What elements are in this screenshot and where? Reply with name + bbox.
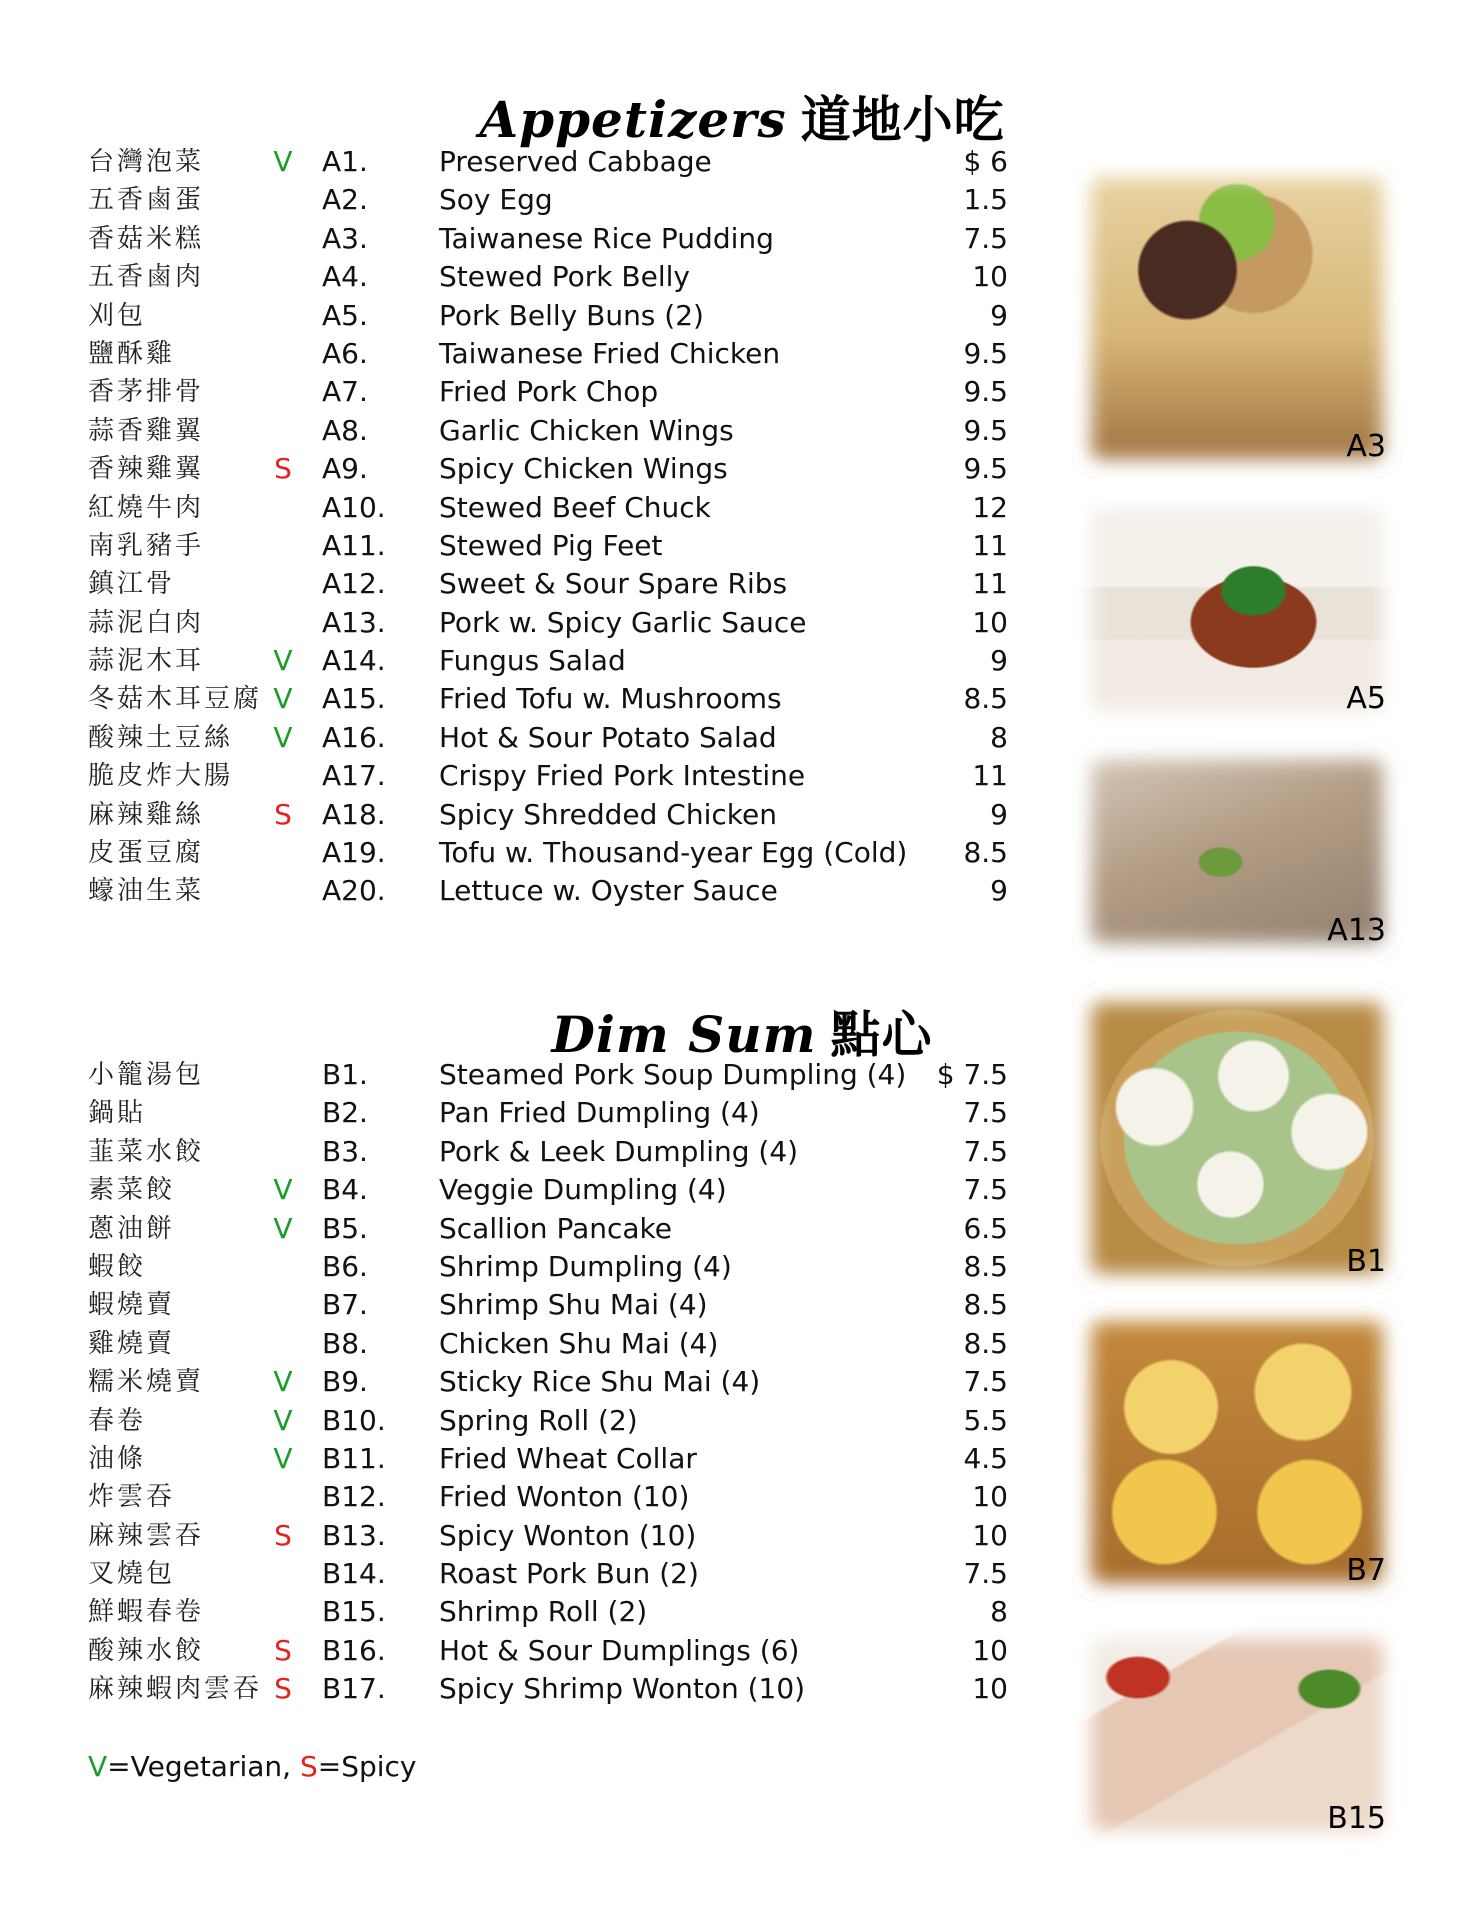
menu-item-name: Shrimp Roll (2) bbox=[439, 1595, 648, 1629]
menu-item bbox=[88, 373, 1018, 411]
menu-item-name: Fungus Salad bbox=[439, 644, 626, 678]
photo-b15 bbox=[1072, 1620, 1402, 1850]
menu-item-name: Veggie Dumpling (4) bbox=[439, 1173, 727, 1207]
menu-item-name: Shrimp Dumpling (4) bbox=[439, 1249, 732, 1283]
menu-item-zh: 蒜泥白肉 bbox=[88, 607, 205, 638]
menu-item-code: A20. bbox=[322, 874, 386, 908]
menu-item-name: Lettuce w. Oyster Sauce bbox=[439, 874, 778, 908]
legend-s-text: =Spicy bbox=[317, 1750, 417, 1783]
menu-item-zh: 五香鹵蛋 bbox=[88, 185, 205, 216]
menu-item-price: 8 bbox=[990, 720, 1008, 754]
menu-item-zh: 五香鹵肉 bbox=[88, 262, 205, 293]
menu-item-name: Stewed Pork Belly bbox=[439, 260, 690, 294]
menu-item-zh: 冬菇木耳豆腐 bbox=[88, 684, 263, 715]
menu-item bbox=[88, 1593, 1018, 1631]
menu-item-code: B11. bbox=[322, 1441, 386, 1475]
menu-item-tag: V bbox=[273, 1173, 293, 1207]
menu-item-price: 9 bbox=[990, 797, 1008, 831]
menu-item bbox=[88, 1286, 1018, 1324]
menu-item-code: A1. bbox=[322, 145, 368, 178]
menu-item-price: 6.5 bbox=[963, 1211, 1008, 1245]
menu-item-code: A17. bbox=[322, 759, 386, 793]
menu-item bbox=[88, 297, 1018, 335]
menu-item-tag: V bbox=[273, 1403, 293, 1437]
menu-item bbox=[88, 719, 1018, 757]
menu-item bbox=[88, 1094, 1018, 1132]
menu-item bbox=[88, 412, 1018, 450]
menu-item-price: 10 bbox=[972, 1518, 1008, 1552]
menu-item-price: 9 bbox=[990, 874, 1008, 908]
menu-item-price: 11 bbox=[972, 567, 1008, 601]
photo-label: B15 bbox=[1327, 1801, 1386, 1836]
menu-item-zh: 鎮江骨 bbox=[88, 569, 176, 600]
menu-item-name: Crispy Fried Pork Intestine bbox=[439, 759, 806, 793]
menu-item-code: A19. bbox=[322, 836, 386, 870]
menu-item-price: 10 bbox=[972, 260, 1008, 294]
menu-item bbox=[88, 796, 1018, 834]
menu-item-price: 8 bbox=[990, 1595, 1008, 1629]
appetizers-title-zh: 道地小吃 bbox=[800, 90, 1005, 149]
menu-item-code: A2. bbox=[322, 183, 368, 217]
menu-item-price: 4.5 bbox=[963, 1441, 1008, 1475]
appetizers-list bbox=[88, 143, 1018, 911]
menu-item-code: A13. bbox=[322, 605, 386, 639]
menu-item-zh: 南乳豬手 bbox=[88, 530, 205, 561]
menu-item-price: 9 bbox=[990, 298, 1008, 332]
dimsum-list bbox=[88, 1056, 1018, 1709]
menu-item-name: Garlic Chicken Wings bbox=[439, 413, 734, 447]
menu-item-code: B9. bbox=[322, 1365, 368, 1399]
menu-item-code: A4. bbox=[322, 260, 368, 294]
menu-item-tag: V bbox=[273, 720, 293, 754]
menu-item-name: Hot & Sour Potato Salad bbox=[439, 720, 777, 754]
menu-item-price: 8.5 bbox=[963, 1326, 1008, 1360]
menu-item bbox=[88, 220, 1018, 258]
menu-item-tag: S bbox=[274, 797, 292, 831]
menu-item-zh: 糯米燒賣 bbox=[88, 1367, 205, 1398]
menu-item bbox=[88, 1402, 1018, 1440]
menu-item-code: A10. bbox=[322, 490, 386, 524]
menu-item-code: A14. bbox=[322, 644, 386, 678]
menu-item-zh: 鮮蝦春卷 bbox=[88, 1597, 205, 1628]
menu-item-zh: 酸辣水餃 bbox=[88, 1635, 205, 1666]
photo-a13 bbox=[1072, 740, 1402, 962]
menu-item-code: A8. bbox=[322, 413, 368, 447]
menu-item bbox=[88, 1210, 1018, 1248]
photo-label: A3 bbox=[1346, 429, 1386, 464]
menu-item-name: Spicy Shredded Chicken bbox=[439, 797, 777, 831]
menu-item bbox=[88, 757, 1018, 795]
menu-item-zh: 香辣雞翼 bbox=[88, 454, 205, 485]
menu-item-price: 9.5 bbox=[963, 452, 1008, 486]
menu-item-name: Pan Fried Dumpling (4) bbox=[439, 1096, 760, 1130]
menu-item-price: 1.5 bbox=[963, 183, 1008, 217]
menu-item-zh: 小籠湯包 bbox=[88, 1060, 205, 1090]
menu-item-tag: V bbox=[273, 1211, 293, 1245]
menu-item-zh: 雞燒賣 bbox=[88, 1328, 176, 1359]
menu-item-name: Spicy Chicken Wings bbox=[439, 452, 728, 486]
menu-item-price: 7.5 bbox=[963, 1365, 1008, 1399]
menu-item-tag: S bbox=[274, 1633, 292, 1667]
photo-a3 bbox=[1072, 158, 1402, 478]
menu-item-tag: V bbox=[273, 644, 293, 678]
menu-item-tag: S bbox=[274, 1518, 292, 1552]
photo-label: A13 bbox=[1327, 913, 1386, 948]
menu-item-name: Tofu w. Thousand-year Egg (Cold) bbox=[439, 836, 908, 870]
menu-item-name: Hot & Sour Dumplings (6) bbox=[439, 1633, 800, 1667]
menu-item-code: A18. bbox=[322, 797, 386, 831]
menu-item-price: 10 bbox=[972, 1672, 1008, 1706]
menu-item-price: 8.5 bbox=[963, 682, 1008, 716]
menu-item-price: 10 bbox=[972, 1633, 1008, 1667]
menu-item-name: Fried Pork Chop bbox=[439, 375, 659, 409]
menu-item-code: A6. bbox=[322, 336, 368, 370]
menu-item-price: 9.5 bbox=[963, 336, 1008, 370]
menu-item-tag: S bbox=[274, 1672, 292, 1706]
menu-item-price: 7.5 bbox=[963, 1096, 1008, 1130]
menu-item-name: Soy Egg bbox=[439, 183, 553, 217]
menu-item-name: Pork Belly Buns (2) bbox=[439, 298, 704, 332]
menu-item-code: A15. bbox=[322, 682, 386, 716]
photo-b1 bbox=[1072, 983, 1402, 1293]
menu-item-code: A7. bbox=[322, 375, 368, 409]
menu-item-name: Spicy Shrimp Wonton (10) bbox=[439, 1672, 806, 1706]
menu-item-tag: V bbox=[273, 682, 293, 716]
photo-a5 bbox=[1072, 490, 1402, 730]
menu-item-zh: 春卷 bbox=[88, 1405, 147, 1436]
menu-item-code: B10. bbox=[322, 1403, 386, 1437]
menu-item-code: B1. bbox=[322, 1058, 368, 1091]
menu-item bbox=[88, 143, 1018, 181]
menu-item-price: 10 bbox=[972, 1480, 1008, 1514]
menu-item-name: Spring Roll (2) bbox=[439, 1403, 638, 1437]
menu-item-name: Fried Wonton (10) bbox=[439, 1480, 690, 1514]
menu-item bbox=[88, 335, 1018, 373]
menu-item-zh: 鍋貼 bbox=[88, 1098, 147, 1129]
photo-label: B1 bbox=[1346, 1244, 1386, 1279]
menu-item-name: Taiwanese Rice Pudding bbox=[439, 221, 774, 255]
photo-b7 bbox=[1072, 1302, 1402, 1602]
menu-item-zh: 蠔油生菜 bbox=[88, 876, 205, 907]
menu-item bbox=[88, 1517, 1018, 1555]
menu-item-name: Stewed Beef Chuck bbox=[439, 490, 711, 524]
menu-item bbox=[88, 1056, 1018, 1094]
menu-item-price: 9.5 bbox=[963, 413, 1008, 447]
menu-item-zh: 麻辣蝦肉雲吞 bbox=[88, 1674, 263, 1705]
menu-item bbox=[88, 1440, 1018, 1478]
menu-item-price: 12 bbox=[972, 490, 1008, 524]
menu-item-name: Pork w. Spicy Garlic Sauce bbox=[439, 605, 807, 639]
menu-item-code: B7. bbox=[322, 1288, 368, 1322]
menu-item-price: 10 bbox=[972, 605, 1008, 639]
menu-item-name: Sweet & Sour Spare Ribs bbox=[439, 567, 788, 601]
menu-item-code: B4. bbox=[322, 1173, 368, 1207]
menu-item-code: B15. bbox=[322, 1595, 386, 1629]
menu-item-zh: 蝦餃 bbox=[88, 1251, 147, 1282]
menu-item bbox=[88, 834, 1018, 872]
menu-item-zh: 蔥油餅 bbox=[88, 1213, 176, 1244]
menu-item bbox=[88, 1325, 1018, 1363]
menu-item-code: B5. bbox=[322, 1211, 368, 1245]
menu-item-name: Stewed Pig Feet bbox=[439, 528, 663, 562]
menu-item-zh: 蒜香雞翼 bbox=[88, 415, 205, 446]
menu-item-zh: 叉燒包 bbox=[88, 1559, 176, 1590]
menu-item-code: B6. bbox=[322, 1249, 368, 1283]
menu-item-zh: 酸辣土豆絲 bbox=[88, 722, 234, 753]
menu-item-code: A12. bbox=[322, 567, 386, 601]
menu-item-price: 8.5 bbox=[963, 1288, 1008, 1322]
menu-item-zh: 麻辣雞絲 bbox=[88, 799, 205, 830]
menu-item-tag: S bbox=[274, 452, 292, 486]
menu-item-name: Spicy Wonton (10) bbox=[439, 1518, 697, 1552]
menu-item bbox=[88, 1632, 1018, 1670]
menu-item-code: B2. bbox=[322, 1096, 368, 1130]
menu-item-name: Sticky Rice Shu Mai (4) bbox=[439, 1365, 761, 1399]
menu-item-tag: V bbox=[273, 1365, 293, 1399]
dimsum-title-zh: 點心 bbox=[830, 1005, 933, 1064]
menu-item-price: 8.5 bbox=[963, 836, 1008, 870]
menu-item-zh: 韮菜水餃 bbox=[88, 1136, 205, 1167]
menu-item-name: Chicken Shu Mai (4) bbox=[439, 1326, 719, 1360]
menu-item bbox=[88, 527, 1018, 565]
menu-item-zh: 香菇米糕 bbox=[88, 223, 205, 254]
menu-item-name: Roast Pork Bun (2) bbox=[439, 1557, 699, 1591]
menu-item bbox=[88, 1248, 1018, 1286]
menu-item bbox=[88, 642, 1018, 680]
menu-item-price: 11 bbox=[972, 528, 1008, 562]
menu-item bbox=[88, 680, 1018, 718]
menu-item bbox=[88, 1555, 1018, 1593]
menu-item-zh: 麻辣雲吞 bbox=[88, 1520, 205, 1551]
menu-item-name: Fried Wheat Collar bbox=[439, 1441, 697, 1475]
menu-item bbox=[88, 1133, 1018, 1171]
menu-item-zh: 皮蛋豆腐 bbox=[88, 838, 205, 869]
menu-item-zh: 台灣泡菜 bbox=[88, 147, 205, 177]
menu-item-name: Scallion Pancake bbox=[439, 1211, 672, 1245]
menu-item-price: 5.5 bbox=[963, 1403, 1008, 1437]
appetizers-title bbox=[0, 80, 1484, 152]
menu-item bbox=[88, 489, 1018, 527]
menu-item-zh: 刈包 bbox=[88, 300, 147, 331]
menu-item-code: B17. bbox=[322, 1672, 386, 1706]
menu-item-name: Steamed Pork Soup Dumpling (4) bbox=[439, 1058, 907, 1091]
menu-item bbox=[88, 181, 1018, 219]
menu-item-price: 8.5 bbox=[963, 1249, 1008, 1283]
menu-item-name: Preserved Cabbage bbox=[439, 145, 712, 178]
menu-item-code: B8. bbox=[322, 1326, 368, 1360]
legend-v: V bbox=[88, 1750, 108, 1783]
menu-item-price: 7.5 bbox=[963, 1557, 1008, 1591]
menu-item-zh: 紅燒牛肉 bbox=[88, 492, 205, 523]
menu-item-tag: V bbox=[273, 1441, 293, 1475]
menu-item-code: A9. bbox=[322, 452, 368, 486]
menu-item-name: Shrimp Shu Mai (4) bbox=[439, 1288, 708, 1322]
menu-item-zh: 香茅排骨 bbox=[88, 377, 205, 408]
menu-item-code: B14. bbox=[322, 1557, 386, 1591]
legend-s: S bbox=[299, 1750, 318, 1783]
menu-item bbox=[88, 450, 1018, 488]
menu-item-price: 9 bbox=[990, 644, 1008, 678]
menu-item-price: 7.5 bbox=[963, 1173, 1008, 1207]
menu-item-price: $ 6 bbox=[963, 145, 1008, 178]
menu-item bbox=[88, 872, 1018, 910]
dimsum-title-en: Dim Sum bbox=[551, 1005, 817, 1064]
menu-item-code: B3. bbox=[322, 1134, 368, 1168]
menu-item-price: 7.5 bbox=[963, 1134, 1008, 1168]
menu-item-code: B16. bbox=[322, 1633, 386, 1667]
menu-item bbox=[88, 1363, 1018, 1401]
menu-item-name: Pork & Leek Dumpling (4) bbox=[439, 1134, 799, 1168]
menu-item bbox=[88, 1670, 1018, 1708]
menu-item bbox=[88, 258, 1018, 296]
menu-item-price: $ 7.5 bbox=[936, 1058, 1008, 1091]
photo-label: A5 bbox=[1346, 681, 1386, 716]
menu-item-name: Taiwanese Fried Chicken bbox=[439, 336, 781, 370]
menu-item-tag: V bbox=[273, 145, 293, 178]
menu-item-name: Fried Tofu w. Mushrooms bbox=[439, 682, 782, 716]
menu-item-zh: 蒜泥木耳 bbox=[88, 646, 205, 677]
menu-item bbox=[88, 1478, 1018, 1516]
menu-item-code: B12. bbox=[322, 1480, 386, 1514]
menu-item-zh: 脆皮炸大腸 bbox=[88, 761, 234, 792]
menu-item-price: 11 bbox=[972, 759, 1008, 793]
menu-item-price: 9.5 bbox=[963, 375, 1008, 409]
legend bbox=[88, 1750, 417, 1783]
menu-item-zh: 油條 bbox=[88, 1443, 147, 1474]
menu-item-zh: 蝦燒賣 bbox=[88, 1290, 176, 1321]
menu-item-zh: 素菜餃 bbox=[88, 1175, 176, 1206]
appetizers-title-en: Appetizers bbox=[479, 90, 787, 149]
menu-item-code: B13. bbox=[322, 1518, 386, 1552]
menu-item-code: A5. bbox=[322, 298, 368, 332]
menu-item-code: A3. bbox=[322, 221, 368, 255]
menu-item-code: A11. bbox=[322, 528, 386, 562]
menu-item-zh: 鹽酥雞 bbox=[88, 338, 176, 369]
menu-item-code: A16. bbox=[322, 720, 386, 754]
photo-label: B7 bbox=[1346, 1553, 1386, 1588]
legend-v-text: =Vegetarian, bbox=[107, 1750, 300, 1783]
menu-item bbox=[88, 604, 1018, 642]
menu-item bbox=[88, 565, 1018, 603]
menu-item bbox=[88, 1171, 1018, 1209]
menu-item-price: 7.5 bbox=[963, 221, 1008, 255]
menu-item-zh: 炸雲吞 bbox=[88, 1482, 176, 1513]
